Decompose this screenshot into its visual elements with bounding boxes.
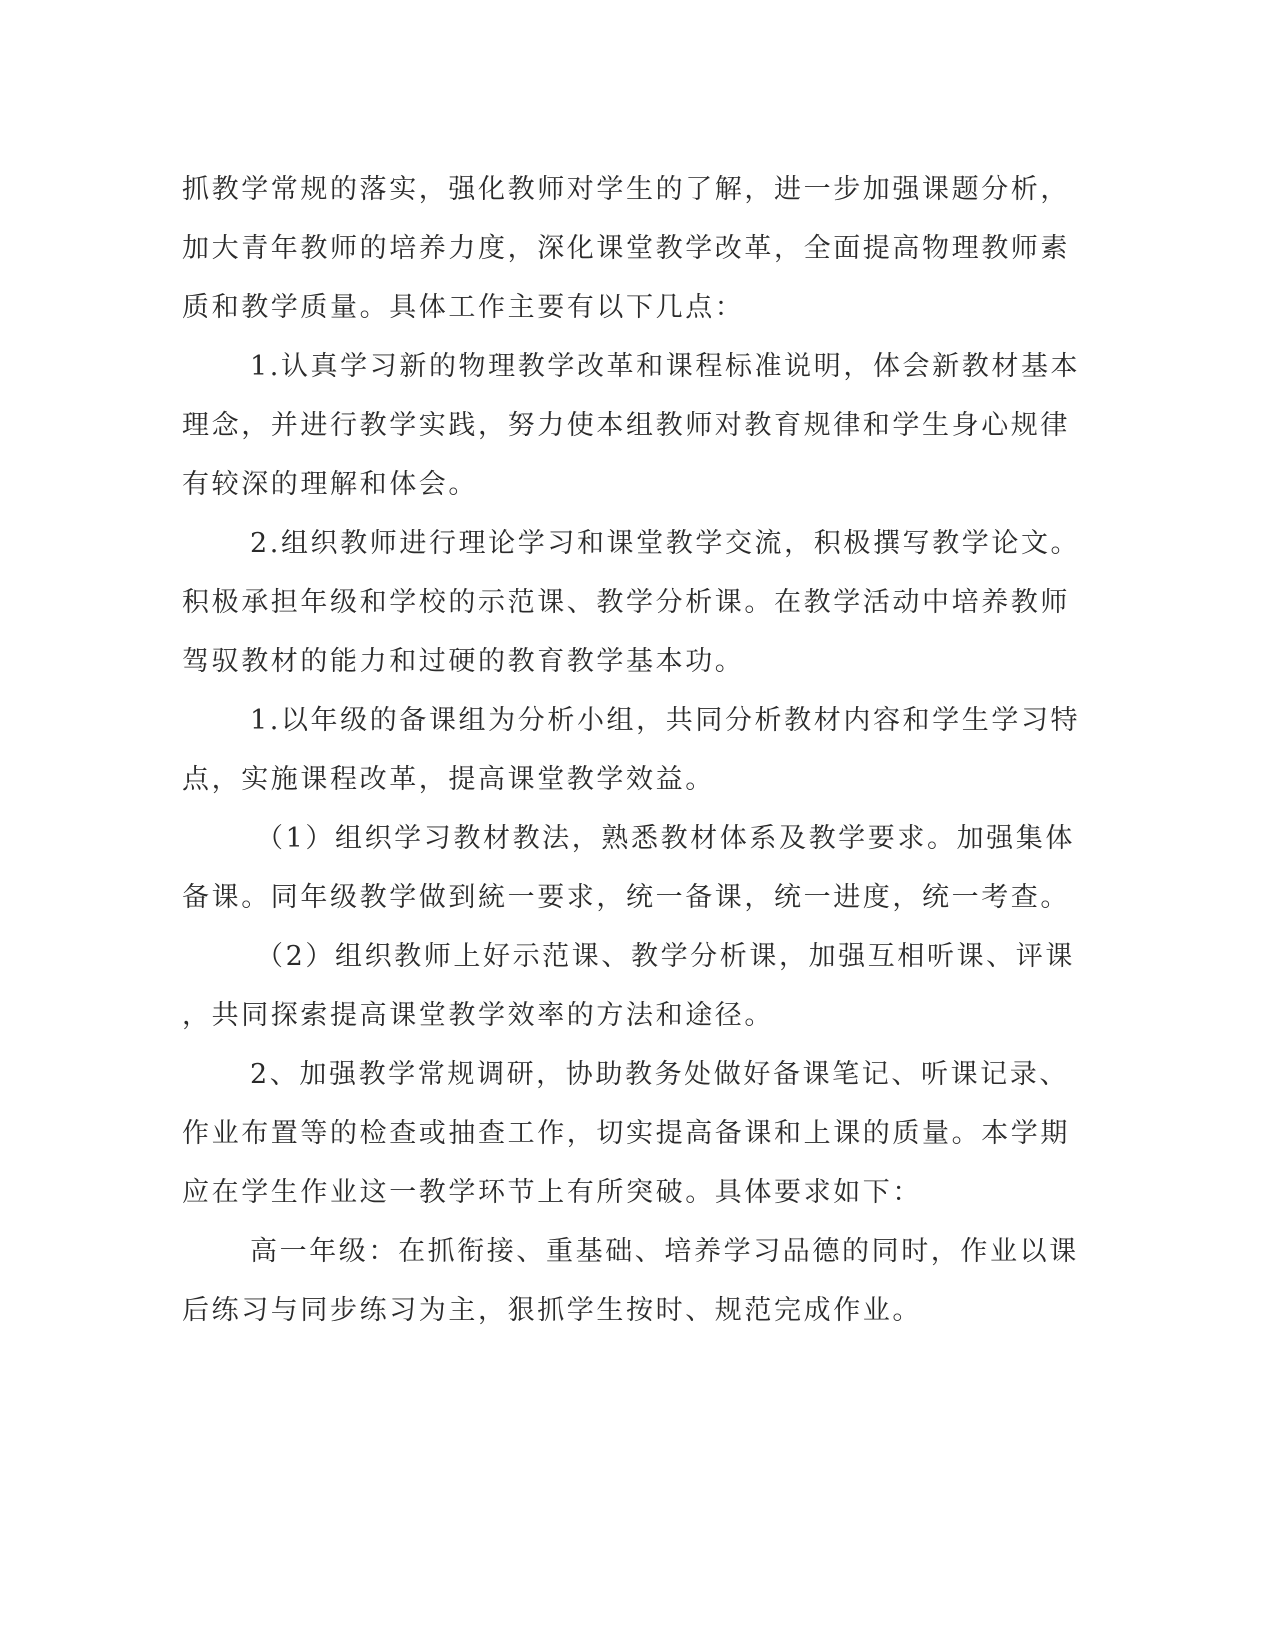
text-line: ，共同探索提高课堂教学效率的方法和途径。: [182, 1000, 774, 1031]
paragraph-6: [182, 927, 1075, 1045]
text-line: （1）组织学习教材教法，熟悉教材体系及教学要求。加强集体: [256, 823, 1075, 854]
text-line: 作业布置等的检查或抽查工作，切实提高备课和上课的质量。本学期: [182, 1118, 1070, 1149]
paragraph-4: [182, 691, 1081, 809]
text-line: 质和教学质量。具体工作主要有以下几点：: [182, 292, 745, 323]
text-line: （2）组织教师上好示范课、教学分析课，加强互相听课、评课: [256, 941, 1075, 972]
text-line: 有较深的理解和体会。: [182, 469, 478, 500]
text-line: 理念，并进行教学实践，努力使本组教师对教育规律和学生身心规律: [182, 410, 1070, 441]
text-line: 加大青年教师的培养力度，深化课堂教学改革，全面提高物理教师素: [182, 233, 1070, 264]
text-line: 应在学生作业这一教学环节上有所突破。具体要求如下：: [182, 1177, 922, 1208]
text-line: 高一年级：在抓衔接、重基础、培养学习品德的同时，作业以课: [250, 1236, 1079, 1267]
text-line: 后练习与同步练习为主，狠抓学生按时、规范完成作业。: [182, 1295, 922, 1326]
text-line: 积极承担年级和学校的示范课、教学分析课。在教学活动中培养教师: [182, 587, 1070, 618]
text-line: 点，实施课程改革，提高课堂教学效益。: [182, 764, 715, 795]
text-line: 2、加强教学常规调研，协助教务处做好备课笔记、听课记录、: [250, 1059, 1069, 1090]
text-line: 备课。同年级教学做到統一要求，统一备课，统一进度，统一考查。: [182, 882, 1070, 913]
paragraph-5: [182, 809, 1075, 927]
document-body: [182, 160, 1081, 1340]
text-line: 1.认真学习新的物理教学改革和课程标准说明，体会新教材基本: [250, 351, 1081, 382]
text-line: 抓教学常规的落实，强化教师对学生的了解，进一步加强课题分析，: [182, 174, 1070, 205]
paragraph-3: [182, 514, 1081, 691]
text-line: 2.组织教师进行理论学习和课堂教学交流，积极撰写教学论文。: [250, 528, 1081, 559]
paragraph-2: [182, 337, 1081, 514]
paragraph-8: [182, 1222, 1079, 1340]
paragraph-1: [182, 160, 1070, 337]
text-line: 1.以年级的备课组为分析小组，共同分析教材内容和学生学习特: [250, 705, 1081, 736]
paragraph-7: [182, 1045, 1070, 1222]
text-line: 驾驭教材的能力和过硬的教育教学基本功。: [182, 646, 745, 677]
